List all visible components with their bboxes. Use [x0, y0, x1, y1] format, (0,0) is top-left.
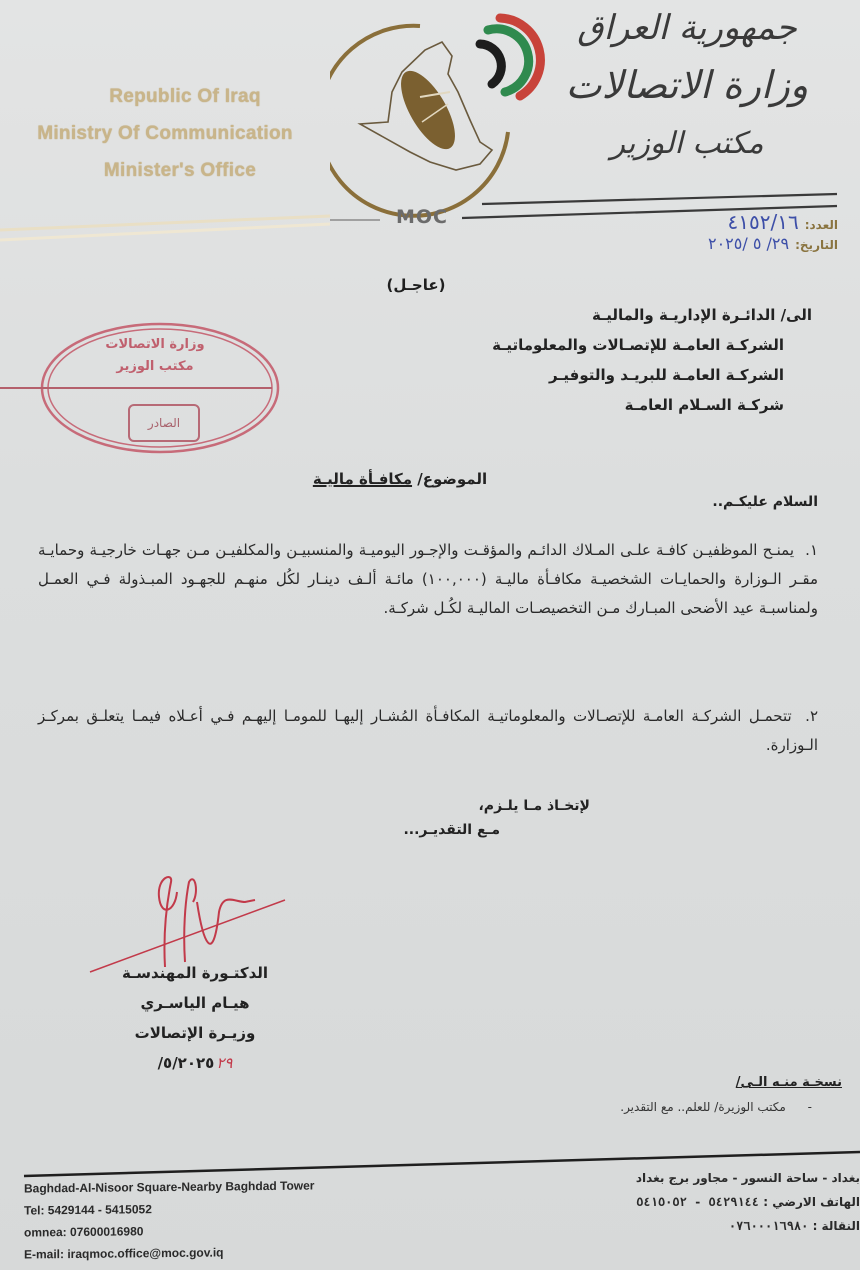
arabic-letterhead	[542, 2, 832, 172]
recipients-list	[332, 300, 812, 420]
footer-tel: Tel: 5429144 - 5415052	[24, 1202, 152, 1218]
closing	[250, 794, 650, 842]
recipient: الشركـة العامـة للإتصـالات والمعلوماتيـة	[492, 336, 784, 354]
letterhead-office-ar: مكتب الوزير	[610, 126, 764, 161]
recipient: الى/ الدائـرة الإداريـة والماليـة	[591, 306, 812, 324]
footer-english	[24, 1174, 314, 1265]
moc-label: MOC	[396, 206, 449, 228]
signatory-position: وزيـرة الإتصالات	[134, 1024, 256, 1042]
closing-line-1: لإتخـاذ مـا يلـزم،	[478, 798, 590, 814]
footer-landline-value: ٥٤٢٩١٤٤ - ٥٤١٥٠٥٢	[636, 1195, 760, 1209]
signatory-title: الدكتـورة المهندسـة	[121, 964, 269, 982]
letterhead-office: Minister's Office	[103, 160, 257, 181]
paragraph-1	[38, 536, 818, 623]
footer-arabic	[560, 1166, 860, 1238]
copy-to-bullet: -	[807, 1100, 812, 1114]
signatory-block	[80, 958, 310, 1078]
ref-number-value: ٤١٥٢/١٦	[727, 210, 799, 234]
footer-address: Baghdad-Al-Nisoor Square-Nearby Baghdad Tower	[24, 1178, 315, 1196]
letterhead-republic-ar: جمهورية العراق	[577, 8, 797, 48]
greeting: السلام عليكـم..	[712, 494, 818, 510]
footer-address-ar: بغداد - ساحة النسور - مجاور برج بغداد	[635, 1171, 860, 1185]
copy-to-text: مكتب الوزيرة/ للعلم.. مع التقدير.	[620, 1100, 786, 1114]
signatory-date	[80, 1048, 310, 1078]
signatory-date-printed: /٥/٢٠٢٥	[157, 1054, 215, 1072]
stamp-text	[95, 334, 215, 378]
footer-email: E-mail: iraqmoc.office@moc.gov.iq	[24, 1245, 224, 1262]
footer-mobile-ar	[560, 1214, 860, 1238]
ref-date-label: التاريخ:	[795, 238, 838, 252]
paragraph-number: ٢.	[805, 707, 818, 725]
letterhead-ministry-ar: وزارة الاتصالات	[565, 63, 809, 107]
stamp-line-ministry: وزارة الاتصالات	[105, 337, 205, 352]
signatory-date-handwritten: ٢٩	[216, 1054, 233, 1072]
paragraph-2	[38, 702, 818, 760]
copy-to-heading: نسخـة منـه الـى/	[735, 1075, 842, 1090]
subject-line	[250, 470, 550, 488]
paragraph-text: يمنـح الموظفيـن كافـة علـى المـلاك الدائـم والمؤقـت والإجـور اليوميـة والمنسبيـن والمكلفيـن مـن جهـات خارجيـة وحمايـة مقـر الـوزارة والحمايـات الشخصيـة مكافـأة ماليـة (١٠٠,٠٠٠) مائـة ألـف دينـار لكُل منهـم للجهـود المبـذولة فـي العمـل ولمناسبـة عيد الأضحى المبـارك مـن التخصيصـات الماليـة لكُـل شركـة.	[38, 541, 818, 617]
subject-label: الموضوع/	[417, 470, 488, 488]
footer-mobile-label: النقالة :	[812, 1219, 860, 1233]
reference-block	[708, 210, 838, 258]
recipient: الشركـة العامـة للبريـد والتوفيـر	[548, 366, 784, 384]
paragraph-text: تتحمـل الشركـة العامـة للإتصـالات والمعلوماتيـة المكافـأة المُشـار إليهـا للمومـا إليهـم فـي أعـلاه فيمـا يتعلـق بمركـز الـوزارة.	[38, 707, 818, 754]
footer-mobile-value: ٠٧٦٠٠٠١٦٩٨٠	[728, 1219, 809, 1233]
letterhead-republic: Republic Of Iraq	[109, 86, 261, 107]
ref-number-label: العدد:	[804, 218, 838, 232]
closing-line-2: مـع التقديـر...	[403, 822, 500, 838]
footer-landline-label: الهاتف الارضي :	[763, 1195, 860, 1209]
paragraph-number: ١.	[805, 541, 818, 559]
stamp-line-office: مكتب الوزير	[116, 359, 194, 374]
copy-to-block	[512, 1075, 842, 1114]
stamp-box-outgoing: الصادر	[128, 404, 200, 442]
subject-value: مكافـأة ماليـة	[312, 470, 413, 488]
ref-date-value: ٢٩/ ٥ /٢٠٢٥	[707, 234, 790, 253]
letterhead-ministry: Ministry Of Communication	[37, 123, 293, 144]
photo-edge	[0, 1270, 860, 1275]
urgent-label: (عاجـل)	[386, 276, 446, 294]
signatory-name: هيـام الياسـري	[140, 994, 250, 1012]
footer-mobile: omnea: 07600016980	[24, 1224, 144, 1240]
copy-to-item	[512, 1100, 842, 1114]
footer-landline-ar	[560, 1190, 860, 1214]
recipient: شركـة السـلام العامـة	[624, 396, 784, 414]
english-letterhead	[0, 78, 330, 189]
